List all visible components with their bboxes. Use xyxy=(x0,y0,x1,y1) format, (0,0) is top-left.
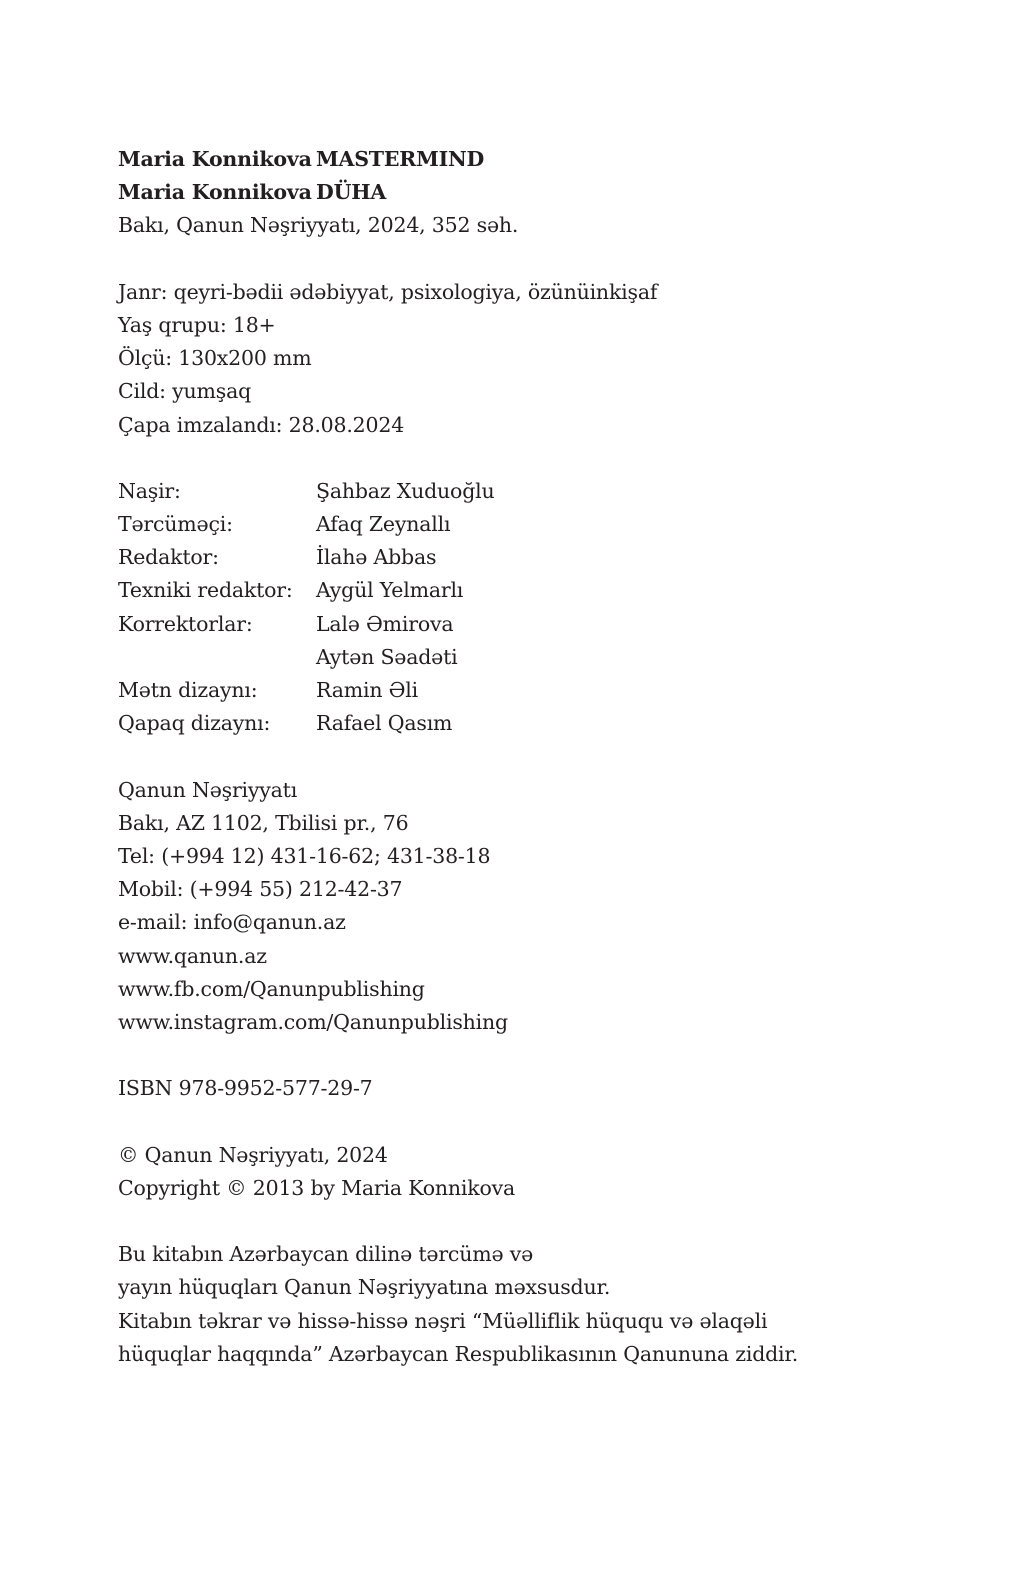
credit-role: Korrektorlar: xyxy=(118,611,253,636)
copyright-author: Copyright © 2013 by Maria Konnikova xyxy=(118,1175,516,1200)
original-title: MASTERMIND xyxy=(316,147,485,171)
spacer xyxy=(118,1105,918,1138)
credit-person: Afaq Zeynallı xyxy=(316,512,451,537)
isbn: ISBN 978-9952-577-29-7 xyxy=(118,1076,373,1101)
title-row-translated xyxy=(118,176,918,209)
credits-list xyxy=(118,475,918,741)
credit-person: Şahbaz Xuduoğlu xyxy=(316,478,495,503)
detail-print-date: Çapa imzalandı: 28.08.2024 xyxy=(118,412,405,437)
credit-row xyxy=(118,608,918,641)
credit-role xyxy=(118,641,316,674)
credit-role: Mətn dizaynı: xyxy=(118,678,258,702)
publisher-contact xyxy=(118,774,918,1040)
publisher-website: www.qanun.az xyxy=(118,943,267,968)
credit-row xyxy=(118,674,918,707)
rights-line: yayın hüquqları Qanun Nəşriyyatına məxsusdur. xyxy=(118,1275,611,1300)
credit-role: Texniki redaktor: xyxy=(118,578,293,603)
publisher-facebook: www.fb.com/Qanunpublishing xyxy=(118,976,425,1001)
title-row-original xyxy=(118,143,918,176)
publisher-address: Bakı, AZ 1102, Tbilisi pr., 76 xyxy=(118,810,409,835)
credit-role: Naşir: xyxy=(118,478,181,503)
rights-line: Bu kitabın Azərbaycan dilinə tərcümə və xyxy=(118,1242,534,1267)
rights-notice xyxy=(118,1238,918,1371)
credit-person: Aytən Səadəti xyxy=(316,644,458,669)
copyright-notice xyxy=(118,1139,918,1205)
credit-person: Lalə Əmirova xyxy=(316,611,454,636)
credit-person: Rafael Qasım xyxy=(316,711,453,736)
detail-age-group: Yaş qrupu: 18+ xyxy=(118,312,276,337)
rights-line: Kitabın təkrar və hissə-hissə nəşri “Müəlliflik hüququ və əlaqəli xyxy=(118,1308,768,1333)
credit-person: Ramin Əli xyxy=(316,678,418,702)
credit-role: Qapaq dizaynı: xyxy=(118,711,271,736)
imprint-line: Bakı, Qanun Nəşriyyatı, 2024, 352 səh. xyxy=(118,213,519,238)
credit-row xyxy=(118,707,918,740)
publisher-email: e-mail: info@qanun.az xyxy=(118,910,346,935)
translated-title: DÜHA xyxy=(316,180,387,205)
publisher-mobile: Mobil: (+994 55) 212-42-37 xyxy=(118,877,403,902)
publisher-phone: Tel: (+994 12) 431-16-62; 431-38-18 xyxy=(118,843,491,868)
credit-row xyxy=(118,641,918,674)
spacer xyxy=(118,243,918,276)
publisher-name: Qanun Nəşriyyatı xyxy=(118,777,298,802)
book-details xyxy=(118,276,918,442)
credit-row xyxy=(118,508,918,541)
credit-row xyxy=(118,475,918,508)
detail-genre: Janr: qeyri-bədii ədəbiyyat, psixologiya, özünüinkişaf xyxy=(118,279,658,304)
credit-row xyxy=(118,574,918,607)
credit-role: Redaktor: xyxy=(118,545,219,570)
copyright-publisher: © Qanun Nəşriyyatı, 2024 xyxy=(118,1142,388,1167)
author-name: Maria Konnikova xyxy=(118,180,312,205)
spacer xyxy=(118,1205,918,1238)
credit-person: İlahə Abbas xyxy=(316,545,437,570)
spacer xyxy=(118,442,918,475)
spacer xyxy=(118,740,918,773)
detail-binding: Cild: yumşaq xyxy=(118,379,252,404)
publisher-instagram: www.instagram.com/Qanunpublishing xyxy=(118,1009,508,1034)
author-name: Maria Konnikova xyxy=(118,147,312,171)
credit-row xyxy=(118,541,918,574)
copyright-page xyxy=(118,143,918,1371)
spacer xyxy=(118,1039,918,1072)
rights-line: hüquqlar haqqında” Azərbaycan Respublikasının Qanununa ziddir. xyxy=(118,1341,799,1366)
credit-person: Aygül Yelmarlı xyxy=(316,578,464,603)
detail-size: Ölçü: 130x200 mm xyxy=(118,346,312,371)
credit-role: Tərcüməçi: xyxy=(118,512,233,537)
